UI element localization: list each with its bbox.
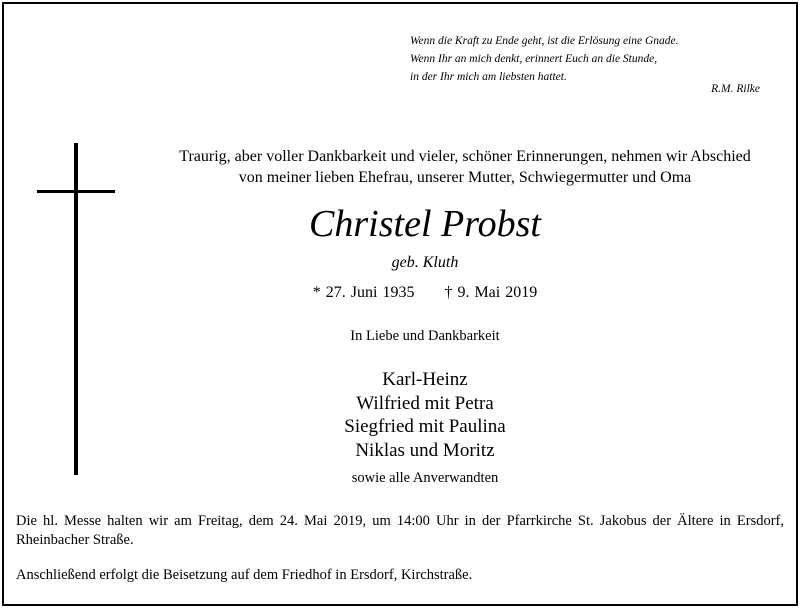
- birth-date: * 27. Juni 1935: [312, 284, 415, 301]
- poem-line: Wenn die Kraft zu Ende geht, ist die Erlösung eine Gnade.: [410, 35, 679, 47]
- burial-notice: Anschließend erfolgt die Beisetzung auf dem Friedhof in Ersdorf, Kirchstraße.: [16, 567, 473, 583]
- love-line: In Liebe und Dankbarkeit: [350, 328, 500, 344]
- life-dates: [150, 284, 700, 302]
- mourner: Niklas und Moritz: [355, 439, 495, 461]
- mourner: Karl-Heinz: [382, 369, 468, 390]
- maiden-name: geb. Kluth: [391, 254, 459, 271]
- deceased-name: Christel Probst: [309, 203, 541, 245]
- mourners-list: [150, 368, 700, 462]
- intro-text: [150, 146, 780, 188]
- other-relatives: sowie alle Anverwandten: [351, 470, 499, 486]
- intro-line: Traurig, aber voller Dankbarkeit und vieler, schöner Erinnerungen, nehmen wir Abschied: [179, 148, 751, 165]
- mourner: Siegfried mit Paulina: [344, 416, 506, 437]
- poem-line: in der Ihr mich am liebsten hattet.: [410, 71, 567, 83]
- cross-horizontal-bar: [37, 190, 115, 193]
- mourner: Wilfried mit Petra: [356, 392, 494, 414]
- poem: [410, 32, 679, 86]
- poem-author: R.M. Rilke: [711, 83, 760, 95]
- poem-line: Wenn Ihr an mich denkt, erinnert Euch an die Stunde,: [410, 53, 658, 65]
- death-date: † 9. Mai 2019: [444, 284, 538, 301]
- intro-line: von meiner lieben Ehefrau, unserer Mutter, Schwiegermutter und Oma: [238, 169, 692, 186]
- mass-notice: Die hl. Messe halten wir am Freitag, dem 24. Mai 2019, um 14:00 Uhr in der Pfarrkirche St. Jakobus der Ältere in Ersdorf, Rheinbacher Straße.: [16, 513, 784, 548]
